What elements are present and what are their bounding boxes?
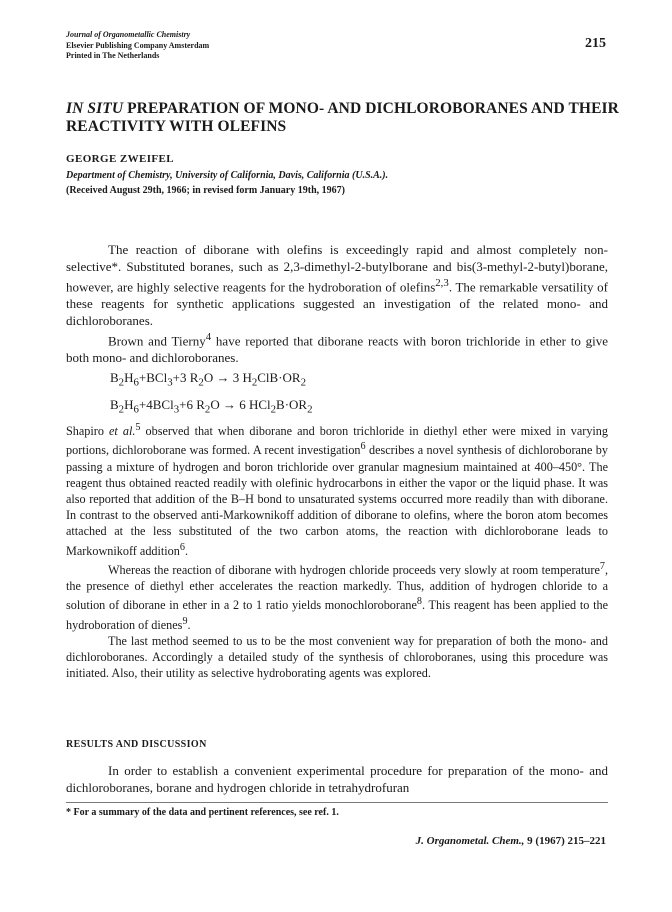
p2-text-b: have reported that diborane reacts with boron trichloride in ether to give both mono- and dichloroboranes. bbox=[66, 333, 608, 366]
results-text bbox=[66, 763, 608, 796]
p2-text-a: Brown and Tierny bbox=[108, 333, 206, 349]
ref-superscript: 6 bbox=[360, 441, 366, 453]
page-number: 215 bbox=[585, 36, 606, 51]
affiliation: Department of Chemistry, University of California, Davis, California (U.S.A.). bbox=[66, 170, 389, 181]
journal-name: Journal of Organometallic Chemistry bbox=[66, 30, 191, 39]
article-title bbox=[66, 100, 626, 136]
paragraph-1 bbox=[66, 242, 608, 329]
p3-text-c: describes a novel synthesis of dichloroborane by passing a mixture of hydrogen and boron trichloride over granular magnesium maintained at 400–450°. The reagent thus obtained reacted readily with olefinic hydrocarbons in either the vapor or the liquid phase. It was also reported that addition of the B–H bond to unsaturated systems occurred more readily than with diborane. In contrast to the observed anti-Markownikoff addition of diborane to olefins, where the boron atom becomes attached at the less substituted of the two carbon atoms, the reaction with dichloroborane leads to Markownikoff addition bbox=[66, 443, 608, 558]
section-heading: RESULTS AND DISCUSSION bbox=[66, 739, 207, 750]
title-insitu: IN SITU bbox=[66, 100, 124, 117]
paragraph-4 bbox=[66, 559, 608, 633]
ref-superscript: 5 bbox=[135, 422, 141, 433]
p3-text-a: Shapiro bbox=[66, 424, 109, 439]
p4-text-d: . bbox=[187, 617, 191, 632]
ref-superscript: 7 bbox=[599, 560, 605, 572]
p4-text-c: . This reagent has been applied to the hydroboration of dienes bbox=[66, 598, 608, 632]
citation-details: 9 (1967) 215–221 bbox=[524, 835, 606, 847]
title-rest: PREPARATION OF MONO- AND DICHLOROBORANES AND THEIR REACTIVITY WITH OLEFINS bbox=[66, 100, 619, 135]
p3-text-d: . bbox=[184, 543, 188, 558]
masthead bbox=[66, 30, 209, 62]
footnote-divider bbox=[66, 802, 608, 803]
p4-text-a: Whereas the reaction of diborane with hydrogen chloride proceeds very slowly at room temperature bbox=[108, 562, 600, 577]
equation-2: $B_2H_6+4BCl_3+6$ $R_2O \to 6$ $HCl_2B\cdot OR_2$ bbox=[110, 397, 313, 416]
et-al: et al. bbox=[108, 424, 136, 439]
body-text bbox=[66, 420, 608, 681]
journal-citation bbox=[416, 835, 606, 847]
received-date: (Received August 29th, 1966; in revised form January 19th, 1967) bbox=[66, 185, 345, 196]
intro-text bbox=[66, 242, 608, 367]
footnote: * For a summary of the data and pertinent references, see ref. 1. bbox=[66, 807, 339, 818]
printed-line: Printed in The Netherlands bbox=[66, 51, 160, 60]
p3-text-b: observed that when diborane and boron trichloride in diethyl ether were mixed in varying portions, dichloroborane was formed. A recent investigation bbox=[66, 424, 608, 458]
ref-superscript: 2,3 bbox=[435, 277, 449, 290]
ref-superscript: 4 bbox=[205, 331, 212, 344]
ref-superscript: 6 bbox=[179, 541, 185, 553]
author: GEORGE ZWEIFEL bbox=[66, 153, 174, 165]
equation-1: $B_2H_6+BCl_3+3$ $R_2O \to 3$ $H_2ClB\cdot OR_2$ bbox=[110, 370, 307, 389]
citation-journal: J. Organometal. Chem., bbox=[415, 835, 525, 847]
ref-superscript: 8 bbox=[416, 596, 422, 608]
p1-text-b: . The remarkable versatility of these reagents for synthetic applications suggested an investigation of the related mono- and dichloroboranes. bbox=[66, 279, 608, 328]
p4-text-b: , the presence of diethyl ether accelerates the reaction markedly. Thus, addition of hydrogen chloride to a solution of diborane in ether in a 2 to 1 ratio yields monochloroborane bbox=[66, 562, 608, 613]
paragraph-2 bbox=[66, 329, 608, 367]
paragraph-5: The last method seemed to us to be the most convenient way for preparation of both the mono- and dichloroboranes. Accordingly a detailed study of the synthesis of chloroboranes, using this procedure was initiated. Also, their utility as selective hydroborating agents was explored. bbox=[66, 633, 608, 681]
ref-superscript: 9 bbox=[182, 615, 188, 627]
paragraph-3 bbox=[66, 420, 608, 559]
p1-text-a: The reaction of diborane with olefins is exceedingly rapid and almost completely non-selective*. Substituted boranes, such as 2,3-dimethyl-2-butylborane and bis(3-methyl-2-butyl)borane, however, are highly selective reagents for the hydroboration of olefins bbox=[66, 242, 608, 295]
paragraph-6: In order to establish a convenient experimental procedure for preparation of the mono- and dichloroboranes, borane and hydrogen chloride in tetrahydrofuran bbox=[66, 763, 608, 795]
publisher-line: Elsevier Publishing Company Amsterdam bbox=[66, 40, 210, 50]
